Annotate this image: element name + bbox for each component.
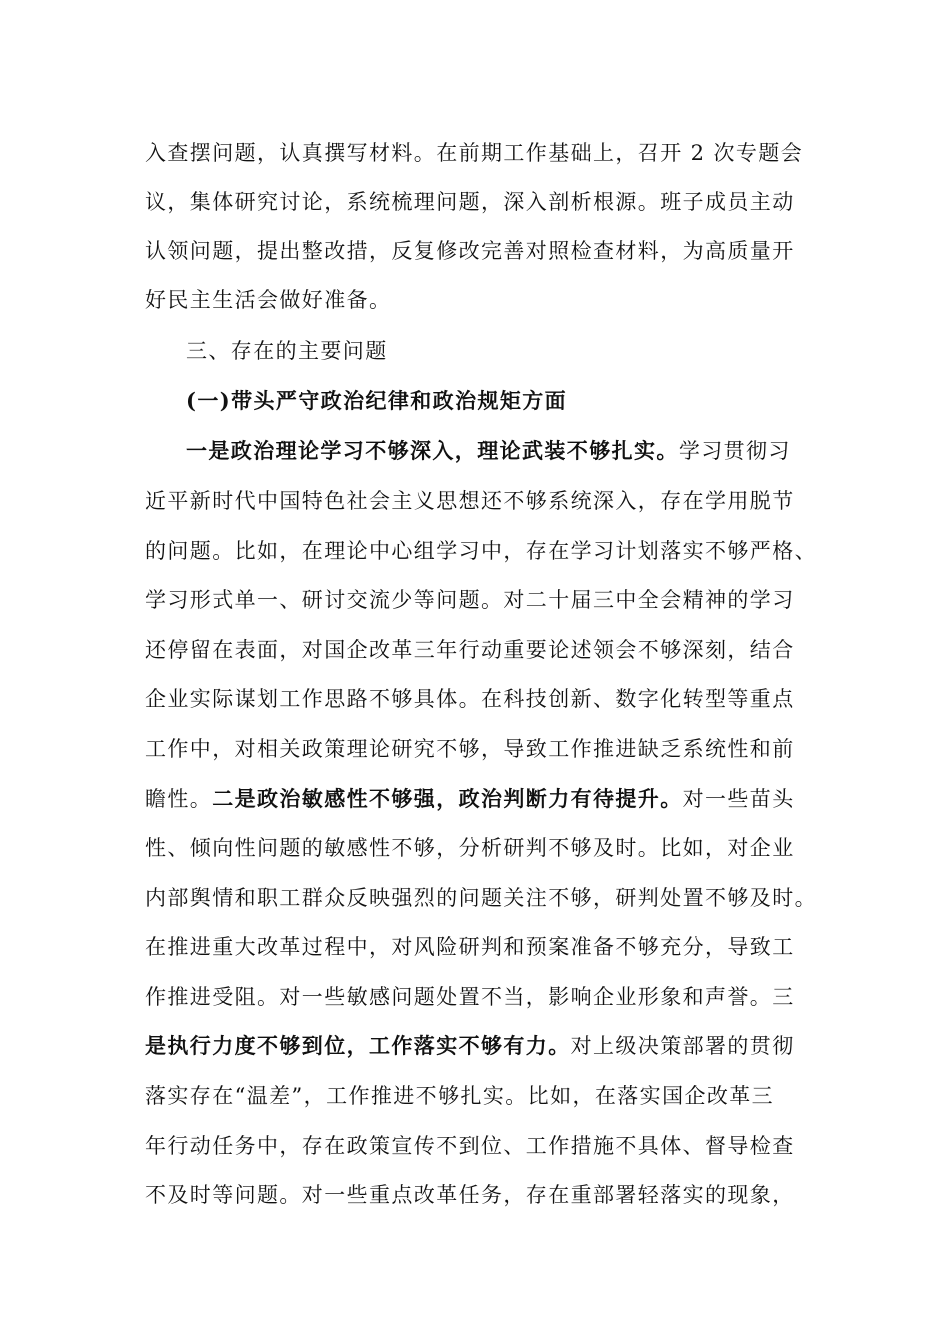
body-text-line: 近平新时代中国特色社会主义思想还不够系统深入，存在学用脱节 <box>145 489 795 513</box>
body-text-line <box>145 1031 795 1061</box>
body-text-line: 还停留在表面，对国企改革三年行动重要论述领会不够深刻，结合 <box>145 638 795 662</box>
body-text-line: 议，集体研究讨论，系统梳理问题，深入剖析根源。班子成员主动 <box>145 190 795 214</box>
body-text-line: 内部舆情和职工群众反映强烈的问题关注不够，研判处置不够及时。 <box>145 886 817 910</box>
body-text-line: 工作中，对相关政策理论研究不够，导致工作推进缺乏系统性和前 <box>145 737 795 761</box>
body-text-line: 入查摆问题，认真撰写材料。在前期工作基础上，召开 2 次专题会 <box>145 141 804 165</box>
body-text-span: 瞻性。 <box>145 787 213 811</box>
bold-point-one: 一是政治理论学习不够深入，理论武装不够扎实。 <box>186 438 679 463</box>
body-text-line: 在推进重大改革过程中，对风险研判和预案准备不够充分，导致工 <box>145 935 795 959</box>
bold-point-three: 是执行力度不够到位，工作落实不够有力。 <box>145 1033 571 1058</box>
subsection-heading: (一)带头严守政治纪律和政治规矩方面 <box>186 388 568 413</box>
section-heading: 三、存在的主要问题 <box>186 339 388 363</box>
body-text-line: 学习形式单一、研讨交流少等问题。对二十届三中全会精神的学习 <box>145 588 795 612</box>
body-text-span: 对上级决策部署的贯彻 <box>570 1034 795 1058</box>
body-text-span: 学习贯彻习 <box>678 439 791 463</box>
body-text-line: 认领问题，提出整改措，反复修改完善对照检查材料，为高质量开 <box>145 239 795 263</box>
body-text-line <box>145 784 795 814</box>
body-text-line: 年行动任务中，存在政策宣传不到位、工作措施不具体、督导检查 <box>145 1134 795 1158</box>
body-text-line: 性、倾向性问题的敏感性不够，分析研判不够及时。比如，对企业 <box>145 836 795 860</box>
body-text-line: 落实存在“温差”，工作推进不够扎实。比如，在落实国企改革三 <box>145 1084 775 1108</box>
body-text-line: 企业实际谋划工作思路不够具体。在科技创新、数字化转型等重点 <box>145 687 795 711</box>
body-text-line: 作推进受阻。对一些敏感问题处置不当，影响企业形象和声誉。三 <box>145 985 795 1009</box>
body-text-line: 的问题。比如，在理论中心组学习中，存在学习计划落实不够严格、 <box>145 539 817 563</box>
bold-point-two: 二是政治敏感性不够强，政治判断力有待提升。 <box>212 786 683 811</box>
body-text-line: 不及时等问题。对一些重点改革任务，存在重部署轻落实的现象， <box>145 1183 795 1207</box>
body-text-line: 好民主生活会做好准备。 <box>145 288 392 312</box>
body-text-span: 对一些苗头 <box>682 787 795 811</box>
body-text-line <box>186 436 791 466</box>
